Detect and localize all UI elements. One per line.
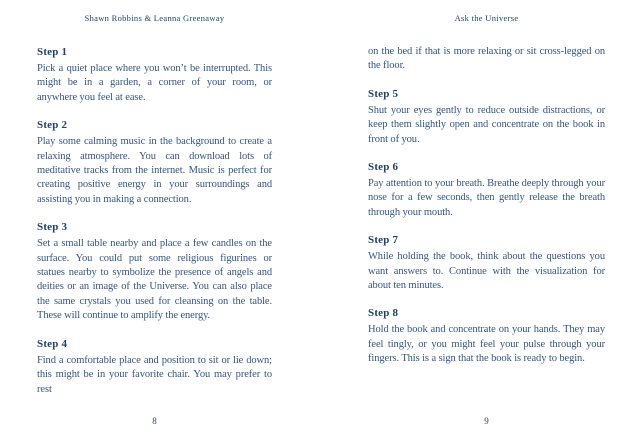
- step-2-section: [37, 118, 272, 207]
- step-5-section: [368, 87, 605, 147]
- step-4-section: [37, 337, 272, 397]
- step-1-heading: Step 1: [37, 46, 68, 58]
- left-page-number: 8: [152, 416, 157, 426]
- step-4-continuation: on the bed if that is more relaxing or sit cross-legged on the floor.: [368, 46, 605, 72]
- step-5-heading: Step 5: [368, 87, 399, 100]
- step-1-body: Pick a quiet place where you won’t be interrupted. This might be in a garden, a corner of your room, or anywhere you feel at ease.: [37, 63, 272, 103]
- step-4-body: Find a comfortable place and position to sit or lie down; this might be in your favorite chair. You may prefer to rest: [37, 354, 272, 395]
- step-2-body: Play some calming music in the background to create a relaxing atmosphere. You can download lots of meditative tracks from the internet. Music is perfect for creating positive energy in your surroundings and assisting you in making a connection.: [37, 136, 272, 205]
- step-2-heading: Step 2: [37, 119, 68, 132]
- step-3-body: Set a small table nearby and place a few candles on the surface. You could put some religious figurines or statues nearby to symbolize the presence of angels and deities or an image of the Universe. You can also place the same crystals you used for cleansing on the table. These will continue to amplify the energy.: [37, 238, 272, 322]
- step-7-section: [368, 233, 605, 293]
- step-7-body: While holding the book, think about the questions you want answers to. Continue with the visualization for about ten minutes.: [368, 251, 605, 292]
- step-3-section: [37, 220, 272, 323]
- step-8-heading: Step 8: [368, 307, 399, 320]
- left-running-header: Shawn Robbins & Leanna Greenaway: [84, 13, 225, 23]
- right-page: [320, 0, 640, 448]
- step-4-heading: Step 4: [37, 337, 68, 350]
- right-page-number: 9: [484, 416, 489, 426]
- step-6-section: [368, 160, 605, 220]
- right-running-header: Ask the Universe: [454, 13, 519, 23]
- step-8-body: Hold the book and concentrate on your hands. They may feel tingly, or you might feel your pulse through your fingers. This is a sign that the book is ready to begin.: [368, 324, 605, 365]
- right-page-content: [368, 45, 605, 367]
- step-8-section: [368, 306, 605, 366]
- step-6-body: Pay attention to your breath. Breathe deeply through your nose for a few seconds, then gently release the breath through your mouth.: [368, 178, 605, 218]
- step-3-heading: Step 3: [37, 221, 68, 234]
- step-6-heading: Step 6: [368, 161, 399, 174]
- left-page-content: [37, 45, 272, 397]
- step-1-section: [37, 45, 272, 105]
- step-5-body: Shut your eyes gently to reduce outside distractions, or keep them slightly open and concentrate on the book in front of you.: [368, 104, 605, 145]
- step-7-heading: Step 7: [368, 234, 399, 247]
